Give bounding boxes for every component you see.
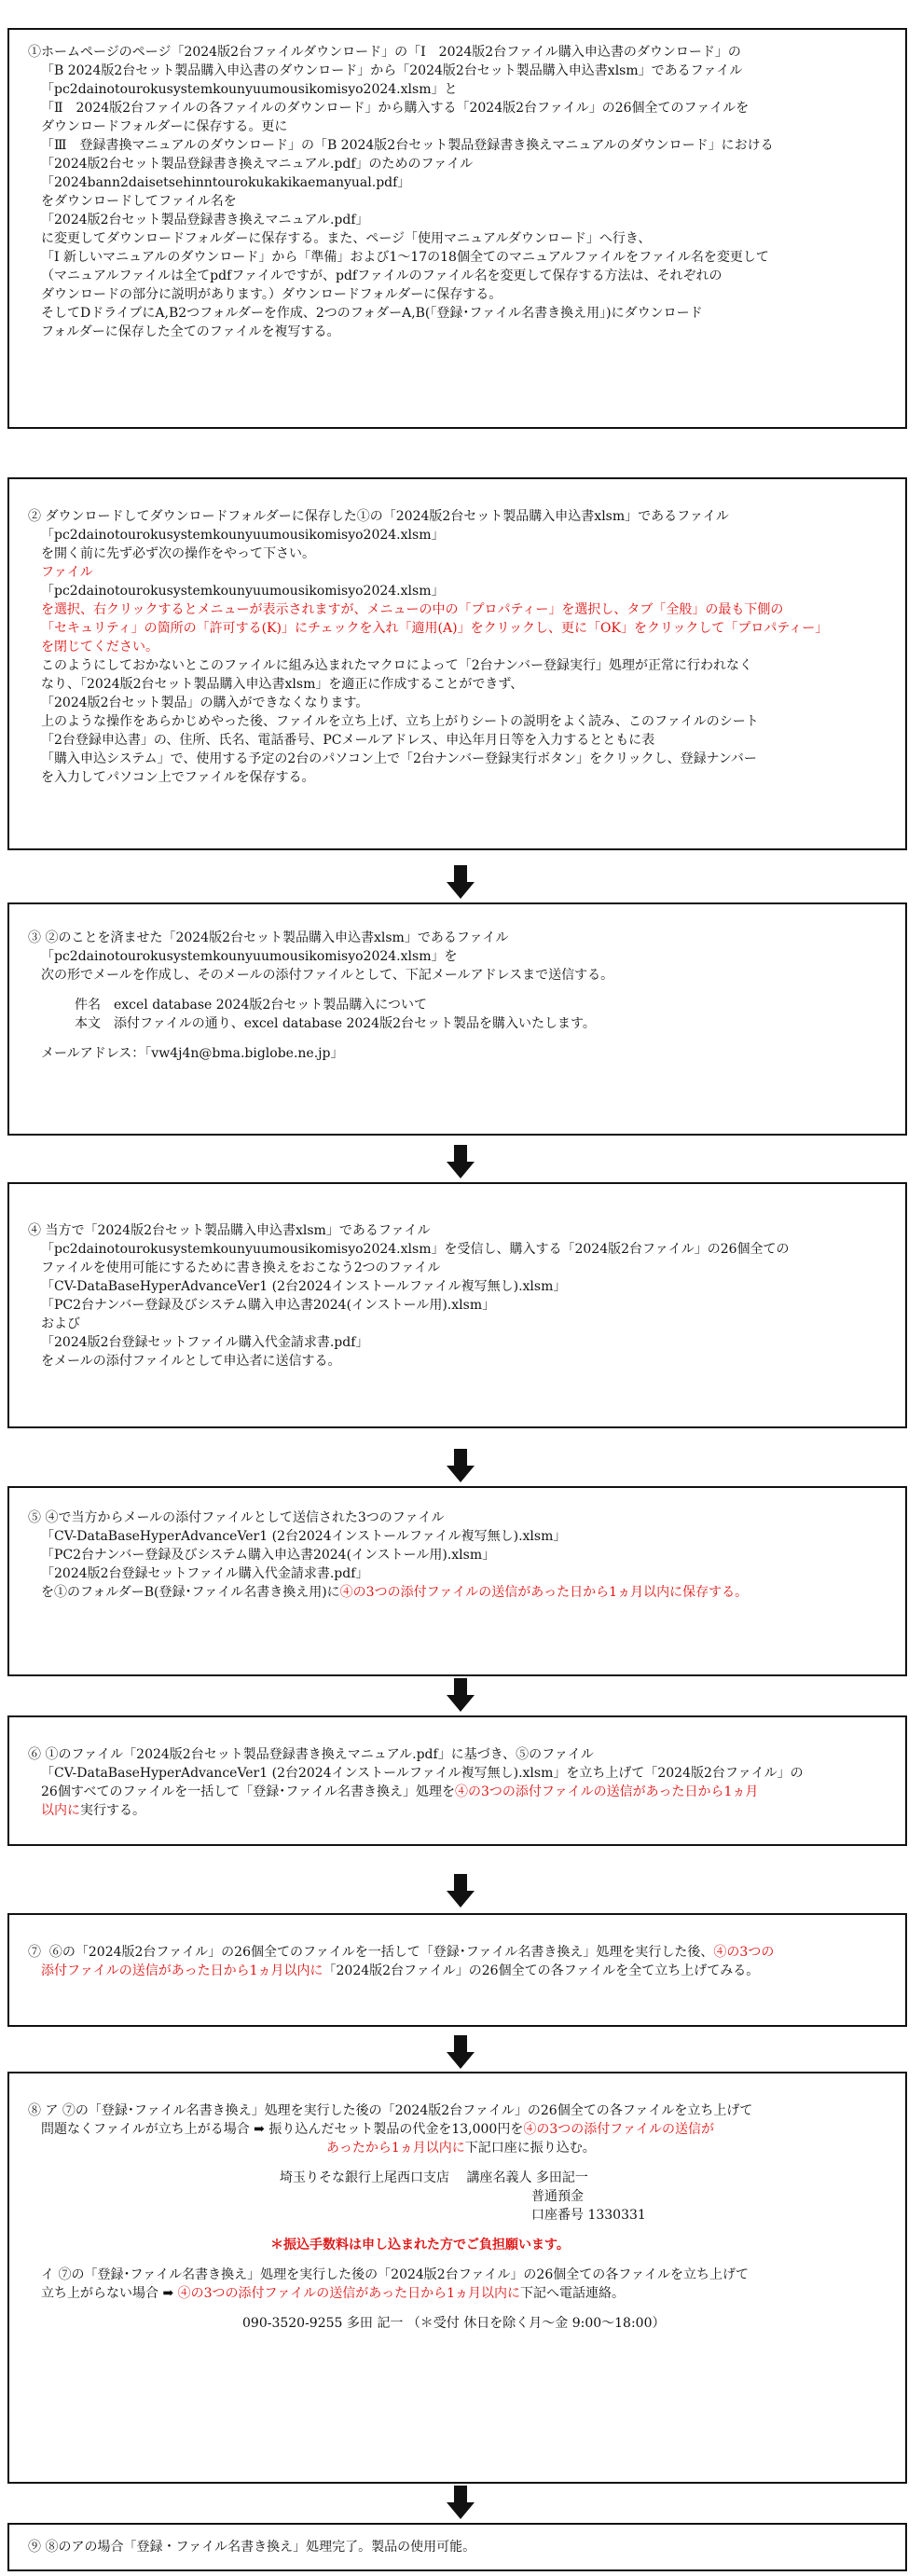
step-1-line: ダウンロードフォルダーに保存する。更に bbox=[41, 119, 288, 134]
email-address-row bbox=[28, 1044, 888, 1063]
step-1-line: 「2024版2台セット製品登録書き換えマニュアル.pdf」のためのファイル bbox=[41, 157, 474, 172]
flow-arrow-3 bbox=[447, 1449, 475, 1484]
step-1-line: 「pc2dainotourokusystemkounyuumousikomisyo2024.xlsm」と bbox=[41, 82, 458, 97]
step-5-text: を①のフォルダーB(登録･ファイル名書き換え用)に bbox=[41, 1585, 340, 1600]
step-5-line: 「PC2台ナンバー登録及びシステム購入申込書2024(インストール用).xlsm」 bbox=[41, 1548, 496, 1563]
deadline-note: ④の3つの添付ファイルの送信があった日から1ヵ月 bbox=[454, 1784, 759, 1799]
step-2-line: 上のような操作をあらかじめやった後、ファイルを立ち上げ、立ち上がりシートの説明をよく読み、このファイルのシート bbox=[41, 714, 759, 729]
flow-arrow-2 bbox=[447, 1145, 475, 1180]
step-1-line: そしてDドライブにA,B2つフォルダーを作成、2つのフォダーA,B(「登録･ファイル名書き換え用」)にダウンロード bbox=[41, 306, 703, 321]
step-3-line: 「pc2dainotourokusystemkounyuumousikomisyo2024.xlsm」を bbox=[41, 949, 458, 964]
deadline-note: 添付ファイルの送信があった日から1ヵ月以内に bbox=[41, 1963, 323, 1978]
step-2-line: 「2台登録申込書」の、住所、氏名、電話番号、PCメールアドレス、申込年月日等を入力するとともに表 bbox=[41, 733, 655, 748]
step-7-line bbox=[28, 1943, 888, 1962]
step-9-line: ⑨ ⑧のアの場合「登録・ファイル名書き換え」処理完了。製品の使用可能。 bbox=[28, 2540, 476, 2555]
step-3-line: 次の形でメールを作成し、そのメールの添付ファイルとして、下記メールアドレスまで送信する。 bbox=[41, 968, 614, 983]
step-8-text: 下記へ電話連絡。 bbox=[520, 2286, 626, 2301]
step-8-box bbox=[7, 2072, 907, 2484]
bank-account-type: 普通預金 bbox=[531, 2189, 584, 2204]
step-1-line: （マニュアルファイルは全てpdfファイルですが、pdfファイルのファイル名を変更して保存する方法は、それぞれの bbox=[41, 269, 722, 283]
step-2-line: ② ダウンロードしてダウンロードフォルダーに保存した①の「2024版2台セット製品購入申込書xlsm」であるファイル bbox=[28, 509, 729, 524]
step-8-line bbox=[28, 2120, 888, 2139]
step-5-line: 「CV-DataBaseHyperAdvanceVer1 (2台2024インストールファイル複写無し).xlsm」 bbox=[41, 1529, 567, 1544]
step-7-text: ⑦ ⑥の「2024版2台ファイル」の26個全てのファイルを一括して「登録･ファイル名書き換え」処理を実行した後、 bbox=[28, 1945, 714, 1960]
step-4-line: 「CV-DataBaseHyperAdvanceVer1 (2台2024インストールファイル複写無し).xlsm」 bbox=[41, 1279, 567, 1294]
step-1-line: をダウンロードしてファイル名を bbox=[41, 194, 237, 209]
step-2-line: 「pc2dainotourokusystemkounyuumousikomisyo2024.xlsm」 bbox=[41, 584, 445, 599]
step-6-line bbox=[28, 1801, 888, 1820]
step-8-line bbox=[28, 2139, 888, 2157]
step-4-line: 「pc2dainotourokusystemkounyuumousikomisyo2024.xlsm」を受信し、購入する「2024版2台ファイル」の26個全ての bbox=[41, 1242, 790, 1257]
fee-note: ＊振込手数料は申し込まれた方でご負担願います。 bbox=[270, 2238, 570, 2252]
step-1-line: フォルダーに保存した全てのファイルを複写する。 bbox=[41, 324, 340, 339]
step-6-box bbox=[7, 1715, 907, 1846]
step-1-line: 「Ⅰ 新しいマニュアルのダウンロード」から「準備」および1～17の18個全てのマニュアルファイルをファイル名を変更して bbox=[41, 250, 769, 265]
step-6-line: ⑥ ①のファイル「2024版2台セット製品登録書き換えマニュアル.pdf」に基づき、⑤のファイル bbox=[28, 1747, 594, 1762]
step-2-box bbox=[7, 477, 907, 850]
step-5-line: 「2024版2台登録セットファイル購入代金請求書.pdf」 bbox=[41, 1566, 369, 1581]
flow-arrow-1 bbox=[447, 865, 475, 901]
step-8-line: イ ⑦の「登録･ファイル名書き換え」処理を実行した後の「2024版2台ファイル」の26個全ての各ファイルを立ち上げて bbox=[41, 2267, 749, 2282]
flow-arrow-6 bbox=[447, 2035, 475, 2071]
step-1-line: に変更してダウンロードフォルダーに保存する。また、ページ「使用マニュアルダウンロード」へ行き、 bbox=[41, 231, 652, 246]
step-4-line: 「2024版2台登録セットファイル購入代金請求書.pdf」 bbox=[41, 1335, 369, 1350]
step-2-line: なり、「2024版2台セット製品購入申込書xlsm」を適正に作成することができず、 bbox=[41, 677, 524, 692]
bank-account-number: 口座番号 1330331 bbox=[531, 2208, 646, 2223]
step-7-text: 「2024版2台ファイル」の26個全ての各ファイルを全て立ち上げてみる。 bbox=[323, 1963, 760, 1978]
step-7-line bbox=[28, 1962, 888, 1980]
step-8-line bbox=[28, 2284, 888, 2303]
step-2-warning-line: 「セキュリティ」の箇所の「許可する(K)」にチェックを入れ「適用(A)」をクリックし、更に「OK」をクリックして「プロパティー」 bbox=[41, 621, 829, 636]
step-5-line: ⑤ ④で当方からメールの添付ファイルとして送信された3つのファイル bbox=[28, 1510, 445, 1525]
step-4-line: 「PC2台ナンバー登録及びシステム購入申込書2024(インストール用).xlsm」 bbox=[41, 1298, 496, 1313]
step-1-line: ①ホームページのページ「2024版2台ファイルダウンロード」の「Ⅰ 2024版2台ファイル購入申込書のダウンロード」の bbox=[28, 45, 741, 60]
step-6-text: 26個すべてのファイルを一括して「登録･ファイル名書き換え」処理を bbox=[41, 1784, 455, 1799]
step-2-warning-line: を選択、右クリックするとメニューが表示されますが、メニューの中の「プロパティー」を選択し、タブ「全般」の最も下側の bbox=[41, 602, 784, 617]
step-2-line: 「2024版2台セット製品」の購入ができなくなります。 bbox=[41, 696, 369, 710]
bank-account-name: 埼玉りそな銀行上尾西口支店 講座名義人 多田記一 bbox=[280, 2170, 588, 2185]
step-1-line: 「2024bann2daisetsehinntourokukakikaemanyual.pdf」 bbox=[41, 175, 411, 190]
step-4-line: ファイルを使用可能にするために書き換えをおこなう2つのファイル bbox=[41, 1260, 441, 1275]
step-5-line bbox=[28, 1583, 888, 1602]
deadline-note: ④の3つの添付ファイルの送信があった日から1ヵ月以内に保存する。 bbox=[339, 1585, 749, 1600]
step-4-line: をメールの添付ファイルとして申込者に送信する。 bbox=[41, 1354, 341, 1369]
step-6-line: 「CV-DataBaseHyperAdvanceVer1 (2台2024インストールファイル複写無し).xlsm」を立ち上げて「2024版2台ファイル」の bbox=[41, 1766, 804, 1781]
step-5-box bbox=[7, 1486, 907, 1676]
flow-arrow-5 bbox=[447, 1874, 475, 1909]
step-2-warning-line: ファイル bbox=[41, 565, 93, 580]
step-9-box bbox=[7, 2523, 907, 2571]
step-2-line: 「pc2dainotourokusystemkounyuumousikomisyo2024.xlsm」 bbox=[41, 528, 445, 543]
flow-arrow-4 bbox=[447, 1678, 475, 1714]
step-4-box bbox=[7, 1182, 907, 1428]
step-2-line: を入力してパソコン上でファイルを保存する。 bbox=[41, 770, 315, 785]
step-1-line: 「B 2024版2台セット製品購入申込書のダウンロード」から「2024版2台セット製品購入申込書xlsm」であるファイル bbox=[41, 63, 743, 78]
step-4-line: および bbox=[41, 1316, 80, 1331]
flow-arrow-7 bbox=[447, 2486, 475, 2521]
step-2-line: を開く前に先ず必ず次の操作をやって下さい。 bbox=[41, 546, 315, 561]
step-2-line: 「購入申込システム」で、使用する予定の2台のパソコン上で「2台ナンバー登録実行ボタン」をクリックし、登録ナンバー bbox=[41, 751, 757, 766]
step-2-warning-line: を閉じてください。 bbox=[41, 640, 158, 654]
step-1-box bbox=[7, 28, 907, 429]
deadline-note: ④の3つの bbox=[713, 1945, 775, 1960]
step-2-line: このようにしておかないとこのファイルに組み込まれたマクロによって「2台ナンバー登録実行」処理が正常に行われなく bbox=[41, 658, 752, 673]
email-body: 本文 添付ファイルの通り、excel database 2024版2台セット製品を購入いたします。 bbox=[75, 1016, 596, 1031]
step-3-line: ③ ②のことを済ませた「2024版2台セット製品購入申込書xlsm」であるファイル bbox=[28, 930, 509, 945]
deadline-note: ④の3つの添付ファイルの送信があった日から1ヵ月以内に bbox=[177, 2286, 521, 2301]
step-8-text: 問題なくファイルが立ち上がる場合 ➡ 振り込んだセット製品の代金を13,000円を bbox=[41, 2122, 524, 2137]
step-6-text: 実行する。 bbox=[80, 1803, 145, 1818]
step-1-line: 「Ⅲ 登録書換マニュアルのダウンロード」の「B 2024版2台セット製品登録書き換えマニュアルのダウンロード」における bbox=[41, 138, 774, 153]
step-1-line: 「2024版2台セット製品登録書き換えマニュアル.pdf」 bbox=[41, 213, 369, 227]
step-1-line: ダウンロードの部分に説明があります。）ダウンロードフォルダーに保存する。 bbox=[41, 287, 502, 302]
step-8-text: 立ち上がらない場合 ➡ bbox=[41, 2286, 178, 2301]
step-8-line: ⑧ ア ⑦の「登録･ファイル名書き換え」処理を実行した後の「2024版2台ファイル」の26個全ての各ファイルを立ち上げて bbox=[28, 2103, 753, 2118]
step-3-box bbox=[7, 902, 907, 1136]
deadline-note: あったから1ヵ月以内に bbox=[326, 2141, 465, 2156]
step-7-box bbox=[7, 1913, 907, 2027]
deadline-note: 以内に bbox=[41, 1803, 80, 1818]
step-1-line: 「Ⅱ 2024版2台ファイルの各ファイルのダウンロード」から購入する「2024版2台ファイル」の26個全てのファイルを bbox=[41, 101, 750, 116]
step-4-line: ④ 当方で「2024版2台セット製品購入申込書xlsm」であるファイル bbox=[28, 1223, 431, 1238]
email-address[interactable]: 「vw4j4n@bma.biglobe.ne.jp」 bbox=[144, 1046, 344, 1061]
deadline-note: ④の3つの添付ファイルの送信が bbox=[523, 2122, 714, 2137]
step-6-line bbox=[28, 1783, 888, 1801]
phone-contact: 090-3520-9255 多田 記一 （＊受付 休日を除く月～金 9:00～18:00） bbox=[242, 2316, 666, 2331]
step-8-text: 下記口座に振り込む。 bbox=[464, 2141, 596, 2156]
email-subject: 件名 excel database 2024版2台セット製品購入について bbox=[75, 998, 427, 1012]
email-address-label: メールアドレス： bbox=[41, 1046, 145, 1061]
